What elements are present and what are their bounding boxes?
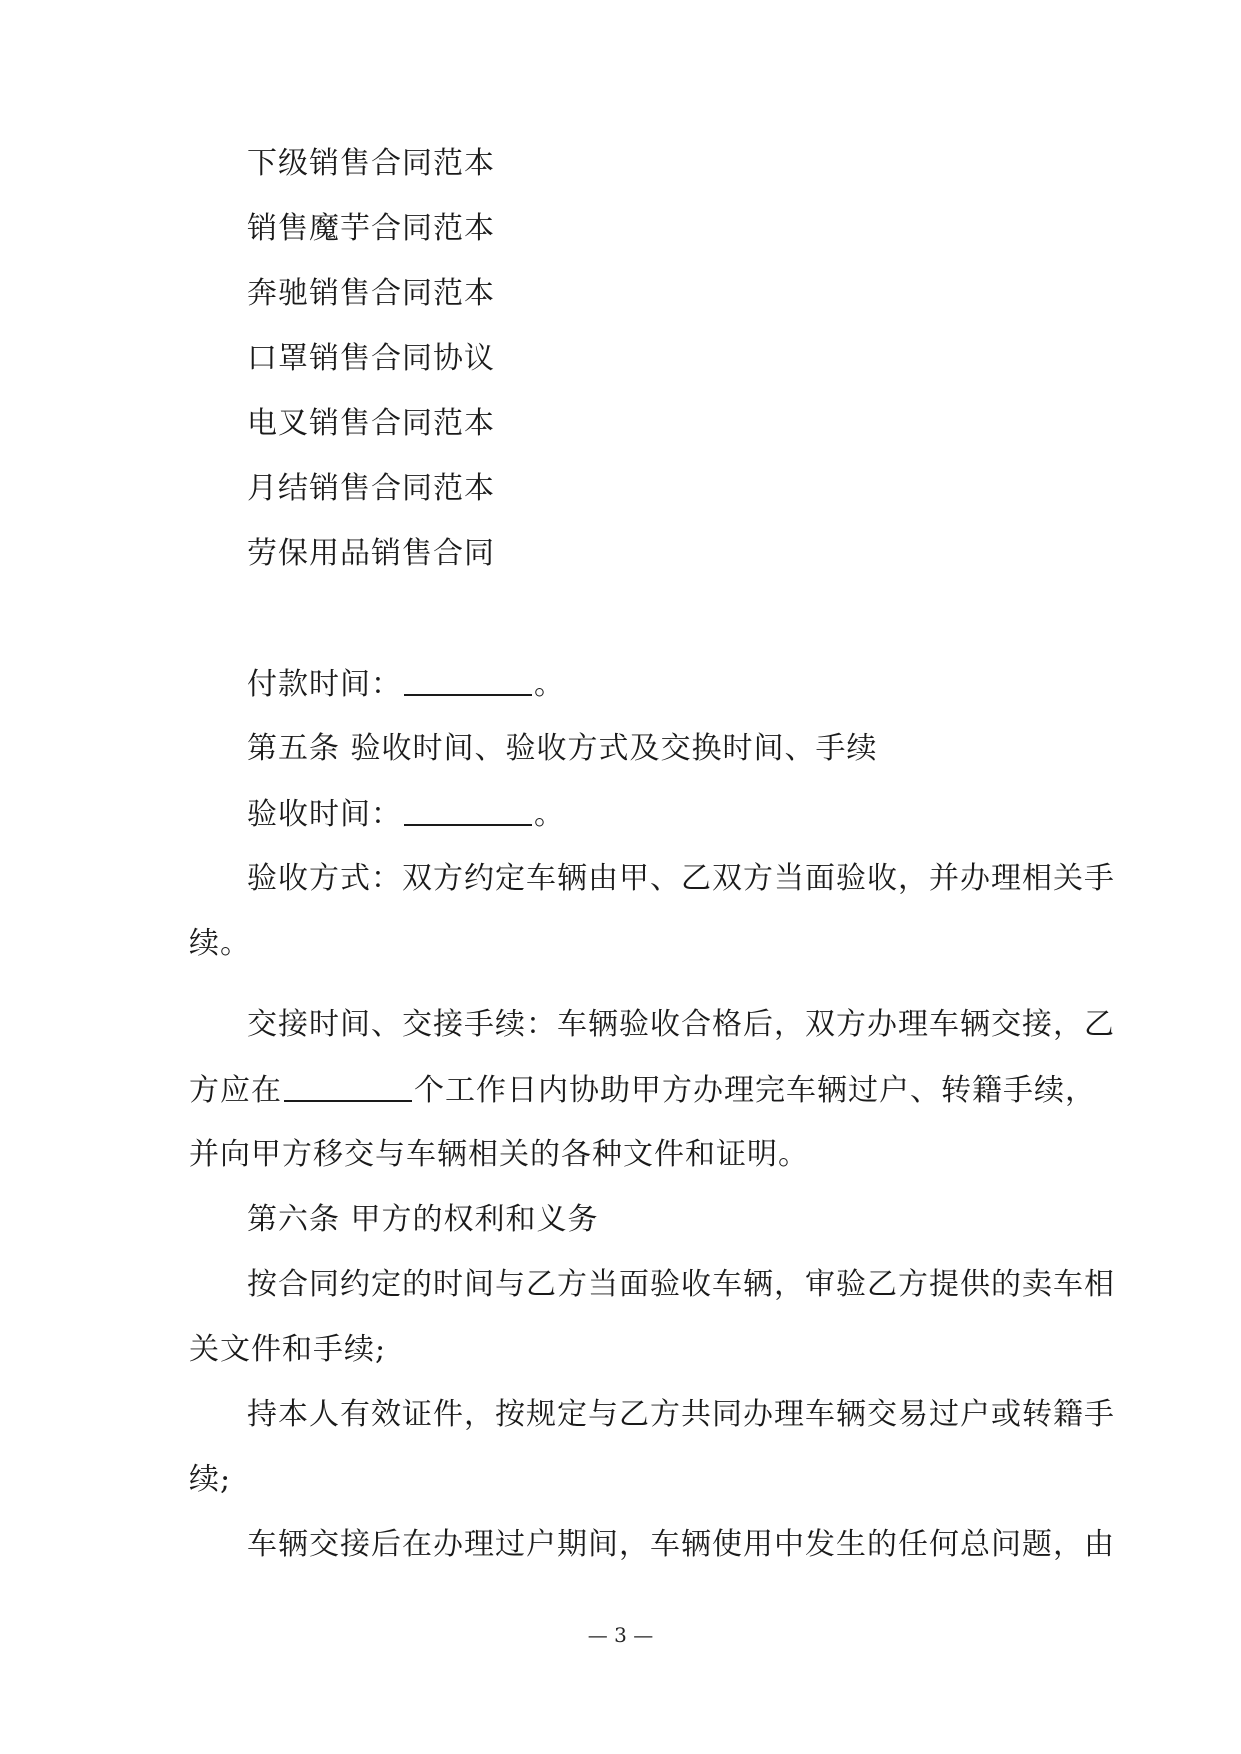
acceptance-time-line: [247, 794, 565, 835]
right-2-line-2: 续;: [189, 1462, 232, 1497]
related-title-1: 下级销售合同范本: [247, 146, 495, 181]
right-2-line-1: 持本人有效证件，按规定与乙方共同办理车辆交易过户或转籍手: [247, 1397, 1115, 1432]
workdays-blank: [284, 1070, 412, 1102]
related-title-3: 奔驰销售合同范本: [247, 276, 495, 311]
article-6-heading: 第六条 甲方的权利和义务: [247, 1202, 599, 1237]
right-1-line-1: 按合同约定的时间与乙方当面验收车辆，审验乙方提供的卖车相: [247, 1267, 1115, 1302]
related-title-7: 劳保用品销售合同: [247, 536, 495, 571]
acceptance-time-blank: [404, 794, 532, 826]
article-5-heading: 第五条 验收时间、验收方式及交换时间、手续: [247, 731, 878, 766]
handover-line-2-end: 个工作日内协助甲方办理完车辆过户、转籍手续，: [414, 1073, 1096, 1108]
related-title-6: 月结销售合同范本: [247, 471, 495, 506]
related-title-4: 口罩销售合同协议: [247, 341, 495, 376]
acceptance-time-end: 。: [534, 797, 565, 832]
handover-line-3: 并向甲方移交与车辆相关的各种文件和证明。: [189, 1137, 809, 1172]
acceptance-time-label: 验收时间：: [247, 797, 402, 832]
handover-line-1: 交接时间、交接手续：车辆验收合格后，双方办理车辆交接，乙: [247, 1007, 1115, 1042]
payment-time-blank: [404, 664, 532, 696]
related-title-2: 销售魔芋合同范本: [247, 211, 495, 246]
right-3-line-1: 车辆交接后在办理过户期间，车辆使用中发生的任何总问题，由: [247, 1527, 1115, 1562]
related-title-5: 电叉销售合同范本: [247, 406, 495, 441]
payment-time-label: 付款时间：: [247, 667, 402, 702]
payment-time-line: [247, 664, 565, 705]
handover-line-2-start: 方应在: [189, 1073, 282, 1108]
acceptance-method-line-1: 验收方式：双方约定车辆由甲、乙双方当面验收，并办理相关手: [247, 861, 1115, 896]
page-number: — 3 —: [587, 1623, 654, 1647]
acceptance-method-line-2: 续。: [189, 926, 251, 961]
right-1-line-2: 关文件和手续;: [189, 1332, 387, 1367]
handover-line-2: [189, 1070, 1096, 1111]
payment-time-end: 。: [534, 667, 565, 702]
